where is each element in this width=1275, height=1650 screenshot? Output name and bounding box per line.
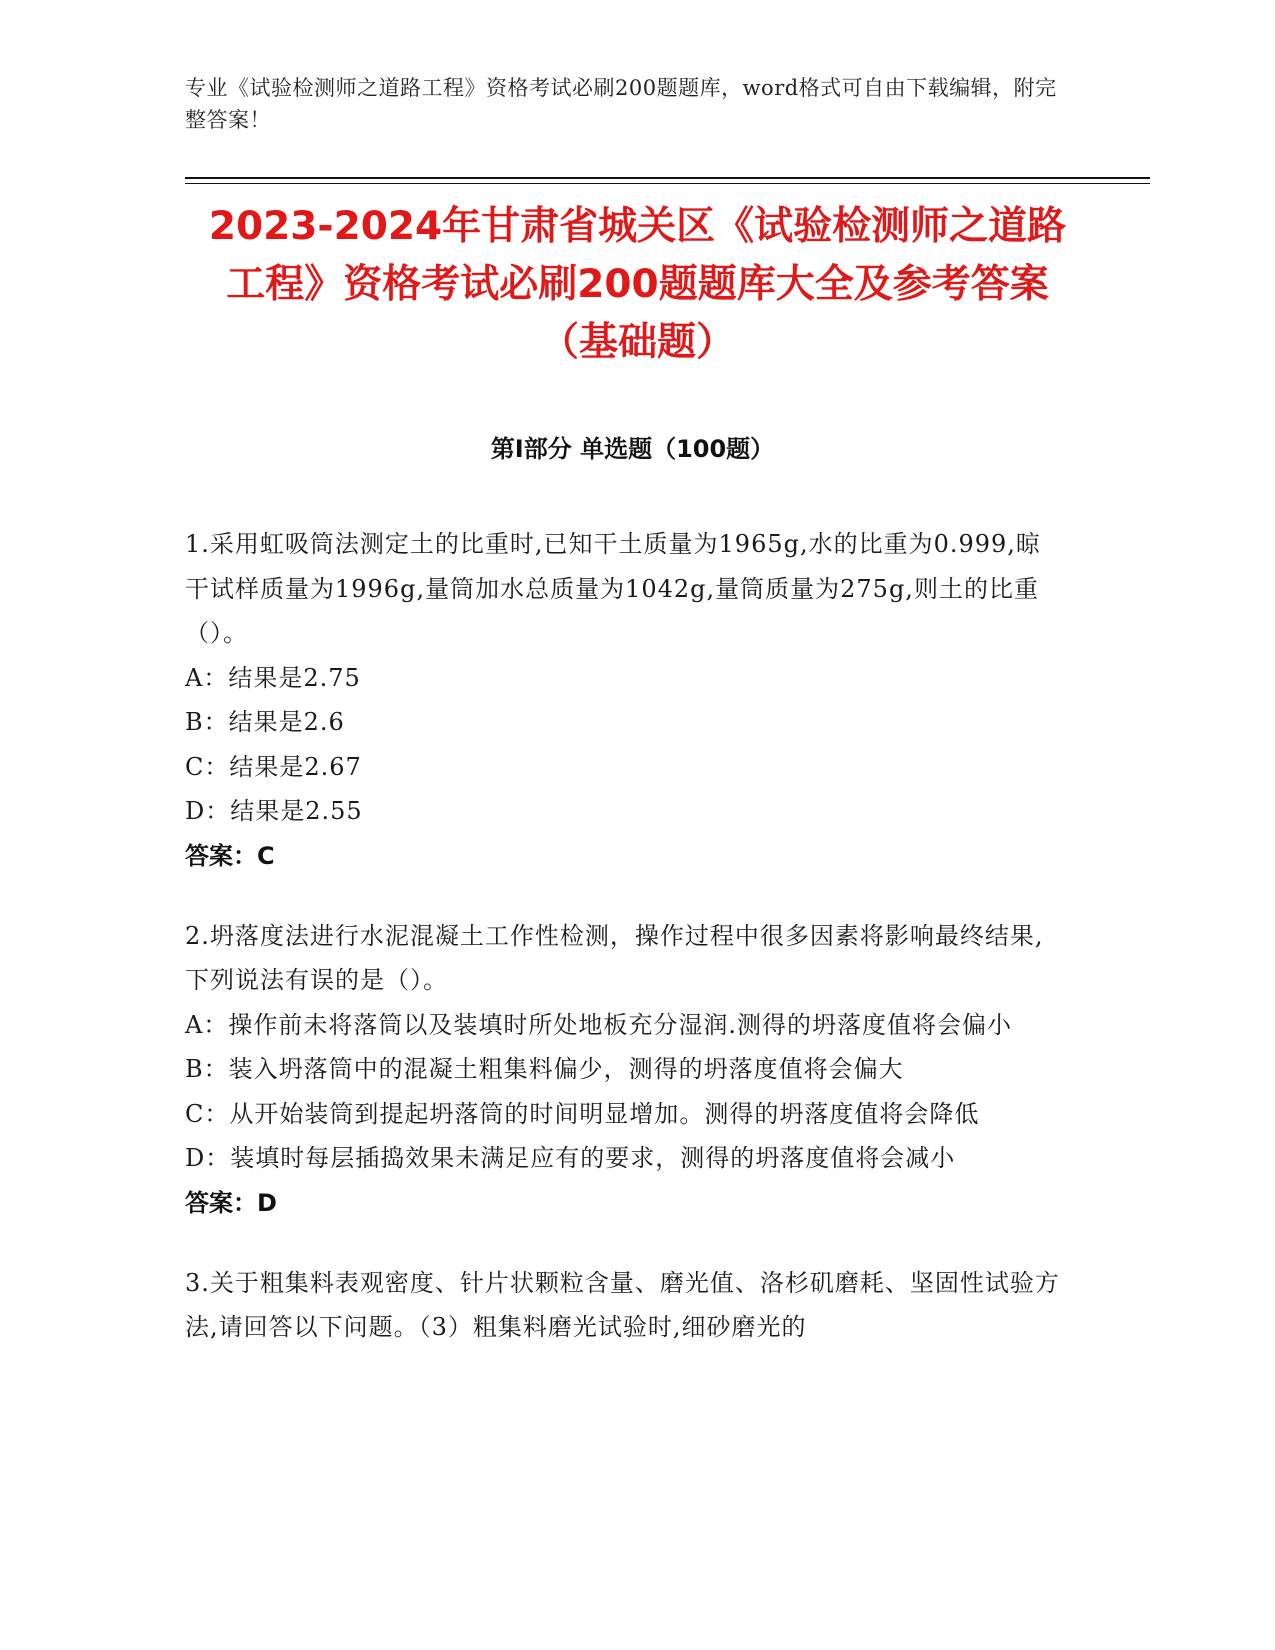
- question-3: [185, 1261, 1065, 1350]
- answer-line: 答案：C: [185, 841, 275, 870]
- option-b: B：结果是2.6: [185, 708, 345, 736]
- option-c: C：结果是2.67: [185, 752, 362, 781]
- question-list: [185, 522, 1065, 1386]
- option-a: A：操作前未将落筒以及装填时所处地板充分湿润.测得的坍落度值将会偏小: [185, 1010, 1012, 1039]
- question-1: [185, 522, 1065, 878]
- section-title: 第Ⅰ部分 单选题（100题）: [490, 435, 775, 463]
- header-rule-thick: [185, 177, 1150, 179]
- question-stem: 1.采用虹吸筒法测定土的比重时,已知干土质量为1965g,水的比重为0.999,晾干试样质量为1996g,量筒加水总质量为1042g,量筒质量为275g,则土的比重（）。: [185, 530, 1041, 647]
- header-rule-thin: [185, 183, 1150, 184]
- question-stem: 3.关于粗集料表观密度、针片状颗粒含量、磨光值、洛杉矶磨耗、坚固性试验方法,请回答以下问题。（3）粗集料磨光试验时,细砂磨光的: [185, 1268, 1060, 1341]
- answer-line: 答案：D: [185, 1188, 277, 1217]
- question-stem: 2.坍落度法进行水泥混凝土工作性检测，操作过程中很多因素将影响最终结果,下列说法有误的是（）。: [185, 921, 1044, 994]
- question-2: [185, 914, 1065, 1225]
- option-c: C：从开始装筒到提起坍落筒的时间明显增加。测得的坍落度值将会降低: [185, 1099, 980, 1128]
- header-note: 专业《试验检测师之道路工程》资格考试必刷200题题库，word格式可自由下载编辑，附完整答案！: [185, 76, 1057, 132]
- document-title: 2023-2024年甘肃省城关区《试验检测师之道路工程》资格考试必刷200题题库大全及参考答案（基础题）: [208, 204, 1067, 365]
- option-b: B：装入坍落筒中的混凝土粗集料偏少，测得的坍落度值将会偏大: [185, 1055, 904, 1083]
- option-a: A：结果是2.75: [185, 663, 361, 692]
- option-d: D：装填时每层插捣效果未满足应有的要求，测得的坍落度值将会减小: [185, 1144, 956, 1172]
- option-d: D：结果是2.55: [185, 797, 363, 825]
